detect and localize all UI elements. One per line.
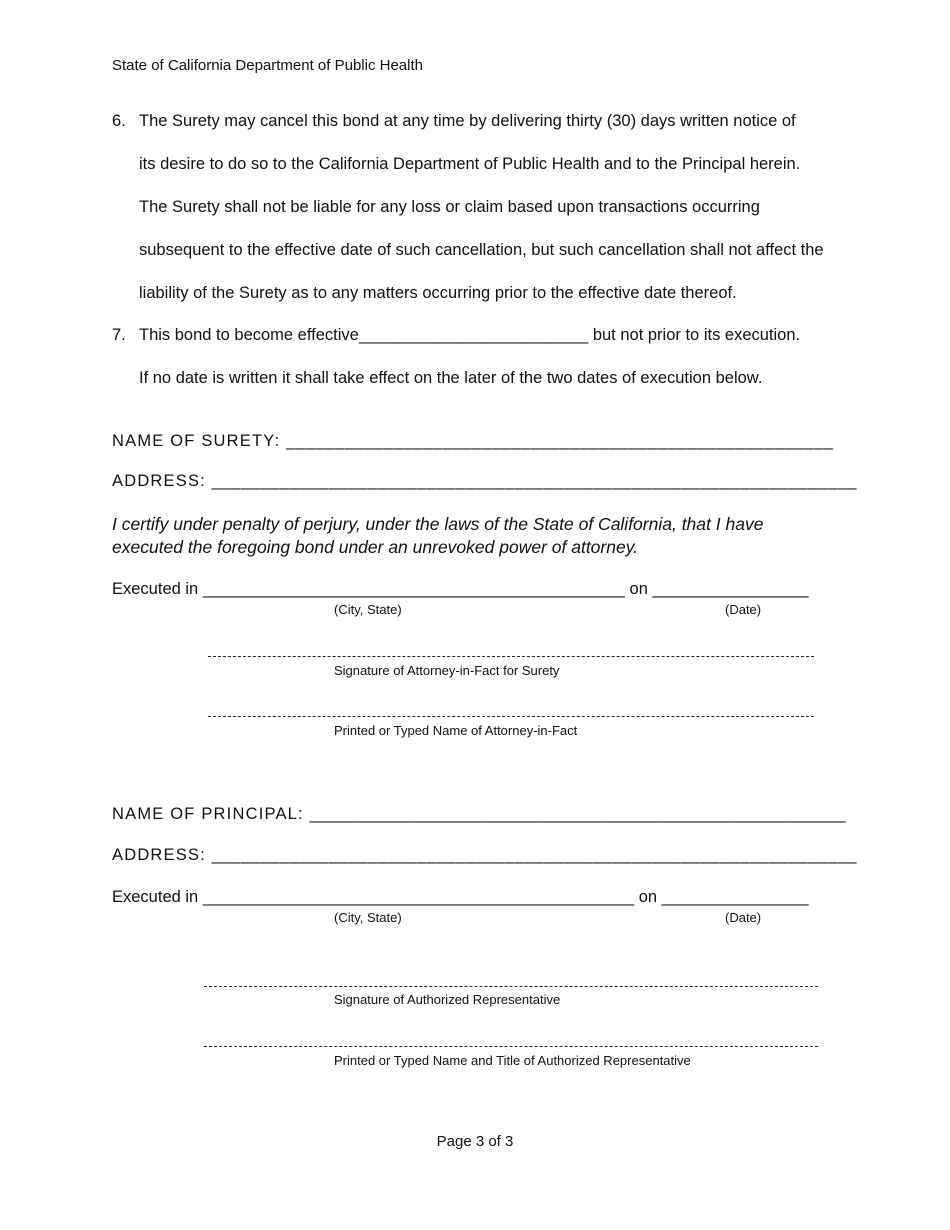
item-7-line-1 <box>139 326 800 345</box>
principal-date-blank[interactable]: ________________ <box>661 888 809 906</box>
surety-address-row <box>112 472 857 491</box>
principal-on-label: on <box>638 888 658 906</box>
item-6-number: 6. <box>112 112 126 130</box>
principal-name-blank[interactable]: ________________________________________________________ <box>309 805 846 823</box>
certification-line: I certify under penalty of perjury, under the laws of the State of California, that I have <box>112 514 764 534</box>
principal-date-caption: (Date) <box>725 910 762 925</box>
item-6-line: The Surety shall not be liable for any loss or claim based upon transactions occurring <box>139 198 760 216</box>
principal-name-row <box>112 805 846 824</box>
surety-signature-line[interactable] <box>208 656 814 657</box>
document-header: State of California Department of Public Health <box>112 57 423 74</box>
principal-address-row <box>112 846 857 865</box>
surety-date-caption: (Date) <box>725 602 762 617</box>
principal-printed-name-caption: Printed or Typed Name and Title of Authorized Representative <box>334 1053 691 1068</box>
surety-name-row <box>112 432 834 451</box>
surety-executed-label: Executed in <box>112 580 199 598</box>
principal-executed-row <box>112 888 809 907</box>
principal-signature-line[interactable] <box>204 986 818 987</box>
certification-line: executed the foregoing bond under an unrevoked power of attorney. <box>112 537 639 557</box>
surety-date-blank[interactable]: _________________ <box>652 580 809 598</box>
surety-address-label: ADDRESS: <box>112 472 206 490</box>
surety-city-state-blank[interactable]: ______________________________________________ <box>202 580 625 598</box>
surety-printed-name-caption: Printed or Typed Name of Attorney-in-Fact <box>334 723 578 738</box>
effective-date-blank[interactable]: _________________________ <box>358 326 589 344</box>
principal-address-blank[interactable]: __________________________________________________________________ <box>211 846 857 864</box>
item-6-line: its desire to do so to the California Department of Public Health and to the Principal herein. <box>139 155 801 173</box>
surety-name-blank[interactable]: ________________________________________________________ <box>286 432 834 450</box>
principal-address-label: ADDRESS: <box>112 846 206 864</box>
surety-signature-caption: Signature of Attorney-in-Fact for Surety <box>334 663 560 678</box>
surety-city-state-caption: (City, State) <box>334 602 402 617</box>
principal-city-state-caption: (City, State) <box>334 910 402 925</box>
surety-address-blank[interactable]: __________________________________________________________________ <box>211 472 857 490</box>
principal-executed-label: Executed in <box>112 888 199 906</box>
principal-signature-caption: Signature of Authorized Representative <box>334 992 561 1007</box>
principal-city-state-blank[interactable]: _______________________________________________ <box>202 888 635 906</box>
page-number: Page 3 of 3 <box>436 1133 514 1150</box>
item-6-line: subsequent to the effective date of such cancellation, but such cancellation shall not affect the <box>139 241 824 259</box>
item-6-line: liability of the Surety as to any matters occurring prior to the effective date thereof. <box>139 284 737 302</box>
item-7-text-after: but not prior to its execution. <box>588 326 801 344</box>
surety-on-label: on <box>629 580 648 598</box>
principal-printed-name-line[interactable] <box>204 1046 818 1047</box>
principal-name-label: NAME OF PRINCIPAL: <box>112 805 304 823</box>
item-6-line: The Surety may cancel this bond at any time by delivering thirty (30) days written notice of <box>139 112 796 130</box>
item-7-number: 7. <box>112 326 126 344</box>
surety-name-label: NAME OF SURETY: <box>112 432 281 450</box>
item-7-line-2: If no date is written it shall take effect on the later of the two dates of execution below. <box>139 369 763 387</box>
item-7-text-before: This bond to become effective <box>139 326 359 344</box>
surety-executed-row <box>112 580 809 599</box>
surety-printed-name-line[interactable] <box>208 716 814 717</box>
